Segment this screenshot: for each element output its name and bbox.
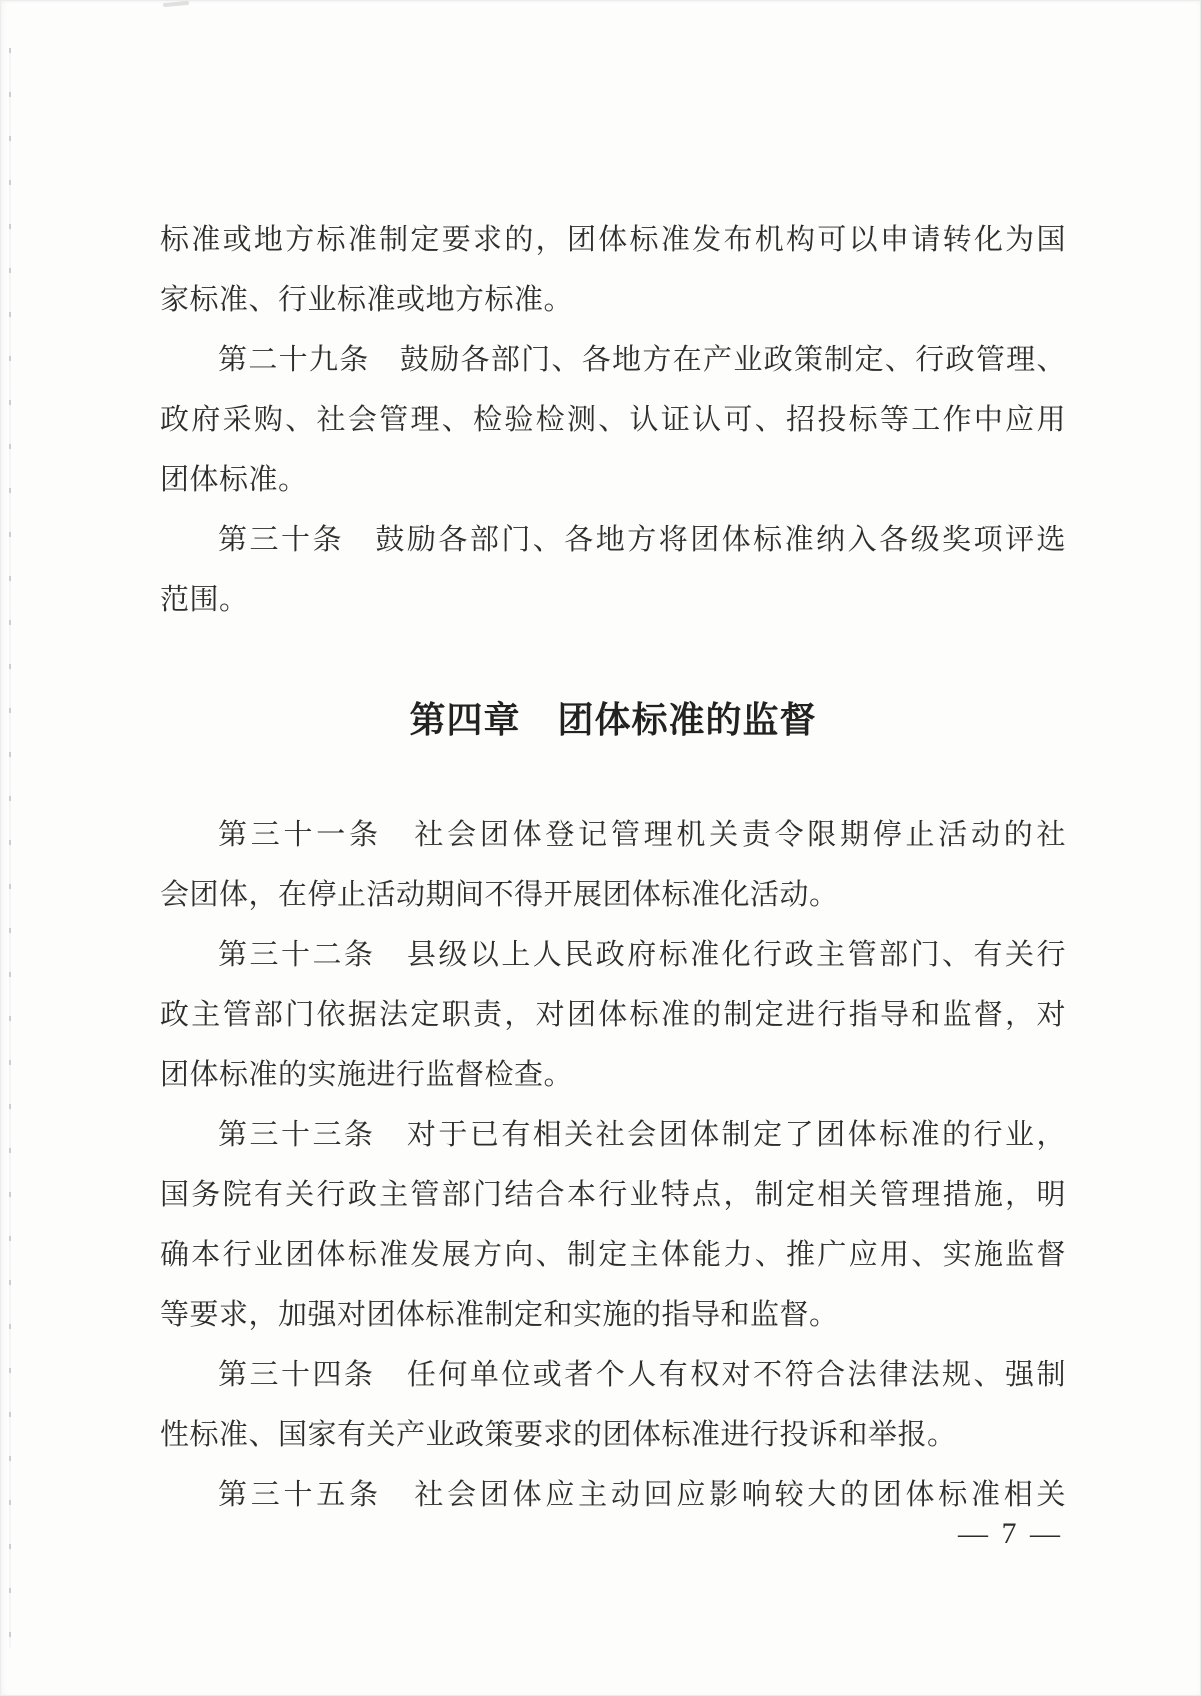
- text-line: 确本行业团体标准发展方向、制定主体能力、推广应用、实施监督: [160, 1239, 1066, 1271]
- text-line: 等要求，加强对团体标准制定和实施的指导和监督。: [160, 1299, 839, 1331]
- text-line: 第三十五条 社会团体应主动回应影响较大的团体标准相关: [218, 1479, 1066, 1511]
- text-line: 标准或地方标准制定要求的，团体标准发布机构可以申请转化为国: [160, 224, 1066, 256]
- paragraph: [160, 1345, 1066, 1465]
- paragraph: [160, 1105, 1066, 1345]
- page-number: — 7 —: [958, 1517, 1063, 1550]
- paragraph: [160, 210, 1066, 330]
- document-content: [160, 210, 1066, 1525]
- text-line: 第三十四条 任何单位或者个人有权对不符合法律法规、强制: [218, 1359, 1066, 1391]
- paragraph: [160, 510, 1066, 630]
- scan-artifact-smudge: [163, 1, 189, 7]
- text-line: 团体标准。: [160, 464, 308, 496]
- text-line: 第三十一条 社会团体登记管理机关责令限期停止活动的社: [218, 819, 1066, 851]
- text-line: 团体标准的实施进行监督检查。: [160, 1059, 574, 1091]
- text-line: 第三十二条 县级以上人民政府标准化行政主管部门、有关行: [218, 939, 1066, 971]
- text-line: 第二十九条 鼓励各部门、各地方在产业政策制定、行政管理、: [218, 344, 1066, 376]
- text-line: 范围。: [160, 584, 249, 616]
- chapter-heading: 第四章 团体标准的监督: [409, 699, 817, 740]
- scan-artifact-line: [9, 48, 11, 1648]
- text-line: 政主管部门依据法定职责，对团体标准的制定进行指导和监督，对: [160, 999, 1066, 1031]
- text-line: 国务院有关行政主管部门结合本行业特点，制定相关管理措施，明: [160, 1179, 1066, 1211]
- paragraph: [160, 330, 1066, 510]
- text-line: 会团体，在停止活动期间不得开展团体标准化活动。: [160, 879, 839, 911]
- text-line: 第三十条 鼓励各部门、各地方将团体标准纳入各级奖项评选: [218, 524, 1066, 556]
- text-line: 第三十三条 对于已有相关社会团体制定了团体标准的行业，: [218, 1119, 1066, 1151]
- paragraph: [160, 805, 1066, 925]
- paragraph: [160, 925, 1066, 1105]
- text-line: 家标准、行业标准或地方标准。: [160, 284, 574, 316]
- text-line: 政府采购、社会管理、检验检测、认证认可、招投标等工作中应用: [160, 404, 1066, 436]
- text-line: 性标准、国家有关产业政策要求的团体标准进行投诉和举报。: [160, 1419, 957, 1451]
- paragraph: [160, 1465, 1066, 1525]
